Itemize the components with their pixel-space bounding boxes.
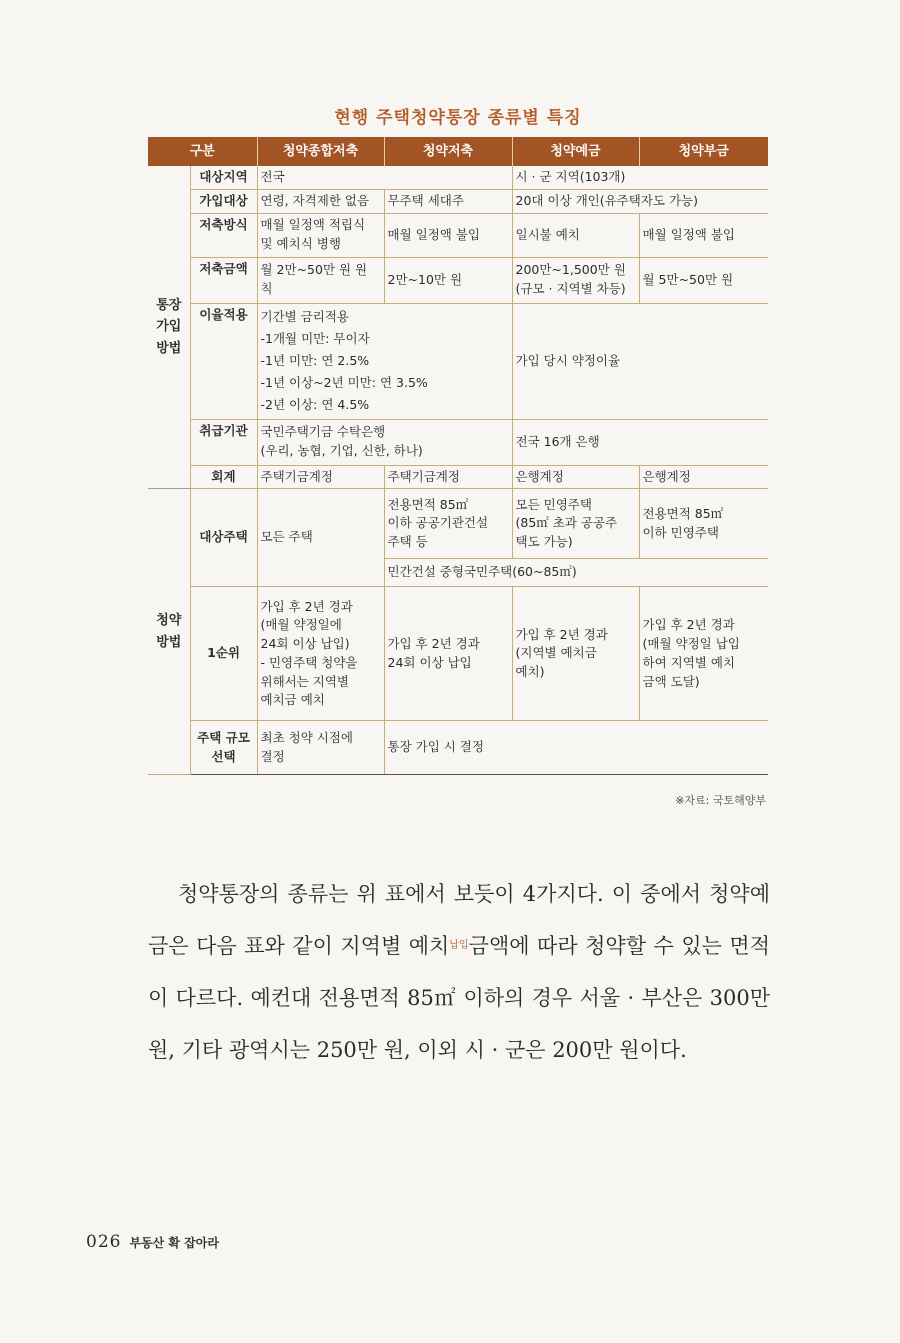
header-category: 구분 (148, 137, 257, 166)
table-cell: 국민주택기금 수탁은행 (우리, 농협, 기업, 신한, 하나) (257, 419, 512, 465)
table-row (148, 303, 768, 419)
table-cell: 가입 후 2년 경과 (매월 약정일에 24회 이상 납입) - 민영주택 청약을 위해서는 지역별 예치금 예치 (257, 587, 384, 721)
header-combined: 청약종합저축 (257, 137, 384, 166)
table-cell: 가입 후 2년 경과 24회 이상 납입 (384, 587, 512, 721)
table-cell: 20대 이상 개인(유주택자도 가능) (512, 189, 768, 213)
source-note: ※자료: 국토해양부 (675, 794, 766, 807)
gloss-annotation: 납입 (449, 940, 469, 951)
table-cell: 매월 일정액 불입 (384, 213, 512, 257)
table-title: 현행 주택청약통장 종류별 특징 (334, 108, 582, 128)
table-cell: 일시불 예치 (512, 213, 639, 257)
row-label: 대상지역 (190, 166, 257, 189)
body-paragraph (148, 868, 770, 1076)
table-cell: 모든 주택 (257, 489, 384, 587)
table-cell: 전용면적 85㎡ 이하 민영주택 (639, 489, 768, 559)
table-row (148, 213, 768, 257)
table-cell: 시 · 군 지역(103개) (512, 166, 768, 189)
row-label: 대상주택 (190, 489, 257, 587)
body-text-part1: 청약통장의 종류는 위 표에서 보듯이 4가지다. 이 중에서 청약예금은 다음 표와 같이 지역별 예치 (148, 882, 770, 958)
table-row (148, 419, 768, 465)
table-cell: 가입 후 2년 경과 (지역별 예치금 예치) (512, 587, 639, 721)
row-label: 1순위 (190, 587, 257, 721)
savings-account-table (148, 137, 768, 775)
row-label: 취급기관 (190, 419, 257, 465)
body-text-part2: 금액에 따라 청약할 수 있는 면적이 다르다. 예컨대 전용면적 85㎡ 이하의 경우 서울 · 부산은 300만 원, 기타 광역시는 250만 원, 이외 시 · 군은 200만 원이다. (148, 934, 771, 1062)
row-label: 가입대상 (190, 189, 257, 213)
table-cell: 연령, 자격제한 없음 (257, 189, 384, 213)
row-label: 주택 규모 선택 (190, 721, 257, 775)
table-row (148, 257, 768, 303)
table-cell: 은행계정 (512, 465, 639, 489)
table-row (148, 166, 768, 189)
table-row (148, 587, 768, 721)
table-cell: 매월 일정액 적립식 및 예치식 병행 (257, 213, 384, 257)
header-savings: 청약저축 (384, 137, 512, 166)
page-number: 026 (86, 1232, 122, 1252)
row-label: 저축금액 (190, 257, 257, 303)
table-header-row (148, 137, 768, 166)
table-cell: 월 2만~50만 원 원 칙 (257, 257, 384, 303)
table-cell: 최초 청약 시점에 결정 (257, 721, 384, 775)
table-cell: 무주택 세대주 (384, 189, 512, 213)
table-cell: 통장 가입 시 결정 (384, 721, 768, 775)
table-cell: 주택기금계정 (384, 465, 512, 489)
table-cell: 은행계정 (639, 465, 768, 489)
table-cell: 전용면적 85㎡ 이하 공공기관건설 주택 등 (384, 489, 512, 559)
table-cell: 주택기금계정 (257, 465, 384, 489)
table-cell: 가입 후 2년 경과 (매월 약정일 납입 하여 지역별 예치 금액 도달) (639, 587, 768, 721)
row-label: 이율적용 (190, 303, 257, 419)
group-label-signup: 통장 가입 방법 (148, 166, 190, 489)
row-label: 회계 (190, 465, 257, 489)
group-label-application: 청약 방법 (148, 489, 190, 775)
row-label: 저축방식 (190, 213, 257, 257)
table-row (148, 489, 768, 559)
table-cell: 2만~10만 원 (384, 257, 512, 303)
header-installment: 청약부금 (639, 137, 768, 166)
table-row (148, 189, 768, 213)
table-cell: 모든 민영주택 (85㎡ 초과 공공주 택도 가능) (512, 489, 639, 559)
book-title: 부동산 확 잡아라 (129, 1236, 219, 1250)
table-cell: 가입 당시 약정이율 (512, 303, 768, 419)
table-row (148, 465, 768, 489)
table-cell: 200만~1,500만 원 (규모 · 지역별 차등) (512, 257, 639, 303)
table-row (148, 721, 768, 775)
table-cell: 전국 16개 은행 (512, 419, 768, 465)
header-deposit: 청약예금 (512, 137, 639, 166)
table-cell: 기간별 금리적용 -1개월 미만: 무이자 -1년 미만: 연 2.5% -1년 이상~2년 미만: 연 3.5% -2년 이상: 연 4.5% (257, 303, 512, 419)
table-cell: 월 5만~50만 원 (639, 257, 768, 303)
table-cell: 매월 일정액 불입 (639, 213, 768, 257)
table-cell: 전국 (257, 166, 512, 189)
table-cell: 민간건설 중형국민주택(60~85㎡) (384, 559, 768, 587)
page-footer (86, 1232, 219, 1252)
